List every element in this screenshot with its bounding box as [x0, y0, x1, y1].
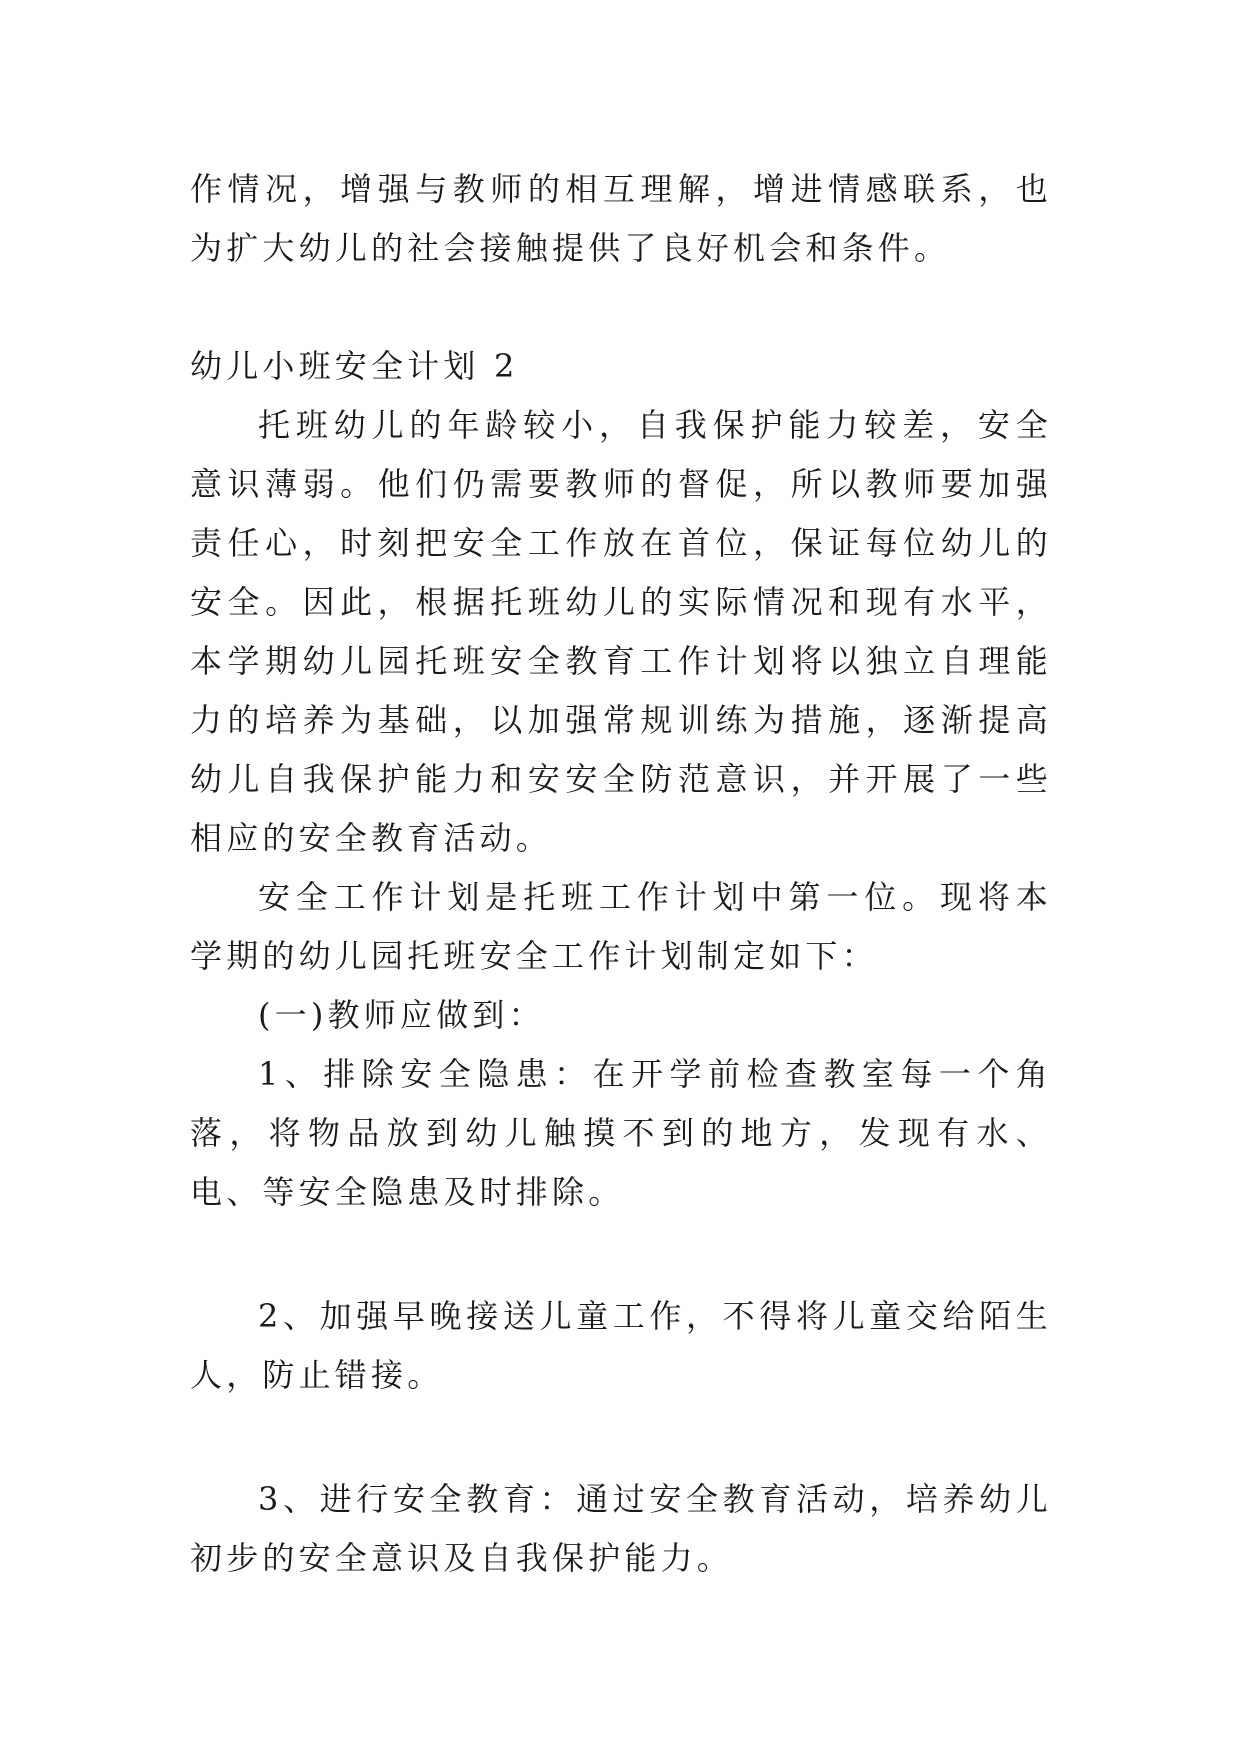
document-body — [190, 160, 1052, 1588]
subheading-teacher-duties: (一)教师应做到： — [258, 996, 545, 1034]
continuation-paragraph: 作情况，增强与教师的相互理解，增进情感联系，也为扩大幼儿的社会接触提供了良好机会和条件。 — [190, 170, 1052, 267]
section-title: 幼儿小班安全计划 2 — [190, 347, 519, 385]
list-item-2: 2、加强早晚接送儿童工作，不得将儿童交给陌生人，防止错接。 — [190, 1297, 1052, 1394]
list-item-1: 1、排除安全隐患：在开学前检查教室每一个角落，将物品放到幼儿触摸不到的地方，发现有水、电、等安全隐患及时排除。 — [190, 1055, 1052, 1211]
paragraph-plan-statement: 安全工作计划是托班工作计划中第一位。现将本学期的幼儿园托班安全工作计划制定如下： — [190, 878, 1052, 975]
list-item-3: 3、进行安全教育：通过安全教育活动，培养幼儿初步的安全意识及自我保护能力。 — [190, 1480, 1052, 1577]
spacer — [190, 1405, 1052, 1470]
spacer — [190, 1222, 1052, 1287]
spacer — [190, 278, 1052, 337]
paragraph-intro: 托班幼儿的年龄较小，自我保护能力较差，安全意识薄弱。他们仍需要教师的督促，所以教师要加强责任心，时刻把安全工作放在首位，保证每位幼儿的安全。因此，根据托班幼儿的实际情况和现有水平，本学期幼儿园托班安全教育工作计划将以独立自理能力的培养为基础，以加强常规训练为措施，逐渐提高幼儿自我保护能力和安安全防范意识，并开展了一些相应的安全教育活动。 — [190, 406, 1052, 857]
